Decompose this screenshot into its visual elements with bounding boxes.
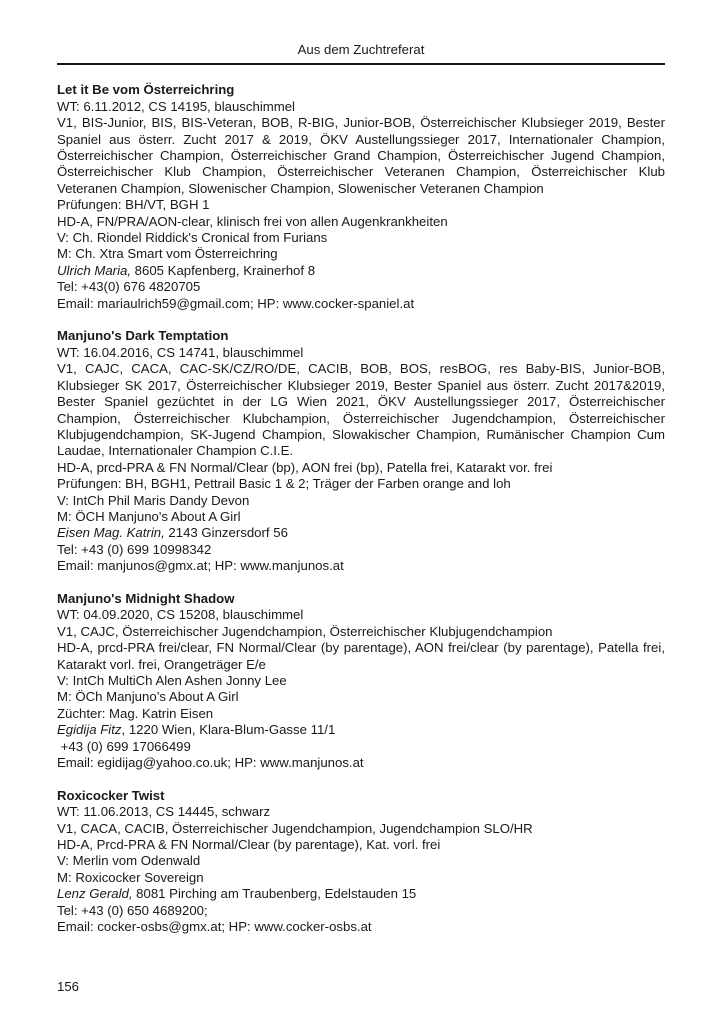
line-text: M: ÖCH Manjuno's About A Girl bbox=[57, 508, 241, 524]
phone-line bbox=[57, 279, 665, 295]
line-text: 8605 Kapfenberg, Krainerhof 8 bbox=[131, 262, 316, 278]
person-name-text: Eisen Mag. Katrin, bbox=[57, 525, 165, 541]
line-text: V1, CAJC, Österreichischer Jugendchampion, Österreichischer Klubjugendchampion bbox=[57, 623, 553, 639]
breeder-line bbox=[57, 706, 665, 722]
person-name-text: Ulrich Maria, bbox=[57, 262, 132, 278]
line-text: WT: 04.09.2020, CS 15208, blauschimmel bbox=[57, 607, 304, 623]
dam-line bbox=[57, 246, 665, 262]
line-text: WT: 6.11.2012, CS 14195, blauschimmel bbox=[57, 98, 295, 114]
phone-line bbox=[57, 739, 665, 755]
entry-title: Let it Be vom Österreichring bbox=[57, 82, 235, 98]
birthdata-line bbox=[57, 99, 665, 115]
awards-line bbox=[57, 624, 665, 640]
awards-line bbox=[57, 361, 665, 459]
birthdata-line bbox=[57, 607, 665, 623]
person-name-text: Egidija Fitz bbox=[57, 722, 122, 738]
line-text: 8081 Pirching am Traubenberg, Edelstauden 15 bbox=[132, 886, 417, 902]
line-text: Züchter: Mag. Katrin Eisen bbox=[57, 705, 214, 721]
sire-line bbox=[57, 230, 665, 246]
entry-title: Manjuno's Dark Temptation bbox=[57, 328, 229, 344]
email-line bbox=[57, 755, 665, 771]
sire-line bbox=[57, 493, 665, 509]
line-text: M: ÖCh Manjuno’s About A Girl bbox=[57, 689, 239, 705]
health-line bbox=[57, 460, 665, 476]
line-text: M: Ch. Xtra Smart vom Österreichring bbox=[57, 246, 278, 262]
content bbox=[57, 82, 665, 935]
line-text: , 1220 Wien, Klara-Blum-Gasse 11/1 bbox=[121, 722, 336, 738]
line-text: Prüfungen: BH, BGH1, Pettrail Basic 1 & 2; Träger der Farben orange and loh bbox=[57, 476, 511, 492]
page-header bbox=[57, 42, 665, 65]
line-text: HD-A, prcd-PRA & FN Normal/Clear (bp), AON frei (bp), Patella frei, Katarakt vor. frei bbox=[57, 459, 553, 475]
line-text: Tel: +43(0) 676 4820705 bbox=[57, 279, 201, 295]
line-text: V: IntCh Phil Maris Dandy Devon bbox=[57, 492, 250, 508]
line-text: Email: cocker-osbs@gmx.at; HP: www.cocker-osbs.at bbox=[57, 919, 372, 935]
owner-line bbox=[57, 886, 665, 902]
sire-line bbox=[57, 853, 665, 869]
line-text: Email: mariaulrich59@gmail.com; HP: www.cocker-spaniel.at bbox=[57, 295, 415, 311]
line-text: HD-A, prcd-PRA frei/clear, FN Normal/Clear (by parentage), AON frei/clear (by parentage), Patella frei, Katarakt vorl. frei, Orangeträger E/e bbox=[57, 640, 665, 672]
dam-line bbox=[57, 509, 665, 525]
line-text: Tel: +43 (0) 699 10998342 bbox=[57, 541, 212, 557]
owner-line bbox=[57, 263, 665, 279]
line-text: Email: egidijag@yahoo.co.uk; HP: www.manjunos.at bbox=[57, 755, 364, 771]
line-text: M: Roxicocker Sovereign bbox=[57, 869, 204, 885]
line-text: +43 (0) 699 17066499 bbox=[57, 738, 191, 754]
line-text: Prüfungen: BH/VT, BGH 1 bbox=[57, 197, 210, 213]
line-text: WT: 16.04.2016, CS 14741, blauschimmel bbox=[57, 344, 304, 360]
entry-title: Manjuno's Midnight Shadow bbox=[57, 590, 235, 606]
dog-entry-4 bbox=[57, 788, 665, 936]
dam-line bbox=[57, 689, 665, 705]
tests-line bbox=[57, 197, 665, 213]
health-line bbox=[57, 640, 665, 673]
line-text: V: Ch. Riondel Riddick's Cronical from Furians bbox=[57, 230, 328, 246]
email-line bbox=[57, 919, 665, 935]
line-text: V1, BIS-Junior, BIS, BIS-Veteran, BOB, R-BIG, Junior-BOB, Österreichischer Klubsieger 2019, Bester Spaniel aus österr. Zucht 2017 & 2019, ÖKV Austellungssieger 2017, Internationaler Champion, Österreichischer Champion, Österreichischer Grand Champion, Österreichischer Jugend Champion, Österreichischer Klub Champion, Österreichischer Veteranen Champion, Österreichischer Klub Veteranen Champion, Slowenischer Champion, Slowenischer Veteranen Champion bbox=[57, 115, 665, 196]
tests-line bbox=[57, 476, 665, 492]
dog-entry-3 bbox=[57, 591, 665, 771]
line-text: V1, CAJC, CACA, CAC-SK/CZ/RO/DE, CACIB, BOB, BOS, resBOG, res Baby-BIS, Junior-BOB, Klubsieger SK 2017, Österreichischer Klubsieger 2019, Bester Spaniel aus österr. Zucht 2017&2019, Bester Spaniel gezüchtet in der LG Wien 2021, ÖKV Austellungssieger 2017, Österreichischer Champion, Österreichischer Klubchampion, Österreichischer Jugendchampion, Österreichischer Klubjugendchampion, SK-Jugend Champion, Slowakischer Champion, Rumänischer Champion Cum Laudae, Internationaler Champion C.I.E. bbox=[57, 361, 665, 459]
phone-line bbox=[57, 903, 665, 919]
line-text: 2143 Ginzersdorf 56 bbox=[164, 525, 288, 541]
page-number: 156 bbox=[57, 979, 80, 994]
line-text: Email: manjunos@gmx.at; HP: www.manjunos.at bbox=[57, 558, 344, 574]
health-line bbox=[57, 214, 665, 230]
line-text: V: Merlin vom Odenwald bbox=[57, 853, 201, 869]
line-text: Tel: +43 (0) 650 4689200; bbox=[57, 902, 208, 918]
dog-entry-2 bbox=[57, 328, 665, 574]
owner-line bbox=[57, 525, 665, 541]
person-name-text: Lenz Gerald, bbox=[57, 886, 133, 902]
line-text: HD-A, FN/PRA/AON-clear, klinisch frei von allen Augenkrankheiten bbox=[57, 213, 448, 229]
email-line bbox=[57, 296, 665, 312]
awards-line bbox=[57, 821, 665, 837]
phone-line bbox=[57, 542, 665, 558]
line-text: V1, CACA, CACIB, Österreichischer Jugendchampion, Jugendchampion SLO/HR bbox=[57, 820, 533, 836]
line-text: WT: 11.06.2013, CS 14445, schwarz bbox=[57, 804, 271, 820]
line-text: V: IntCh MultiCh Alen Ashen Jonny Lee bbox=[57, 673, 287, 688]
birthdata-line bbox=[57, 804, 665, 820]
sire-line bbox=[57, 673, 665, 689]
health-line bbox=[57, 837, 665, 853]
awards-line bbox=[57, 115, 665, 197]
entry-title: Roxicocker Twist bbox=[57, 787, 165, 803]
email-line bbox=[57, 558, 665, 574]
owner-line bbox=[57, 722, 665, 738]
birthdata-line bbox=[57, 345, 665, 361]
dog-entry-1 bbox=[57, 82, 665, 312]
line-text: HD-A, Prcd-PRA & FN Normal/Clear (by parentage), Kat. vorl. frei bbox=[57, 837, 441, 853]
dam-line bbox=[57, 870, 665, 886]
header-title: Aus dem Zuchtreferat bbox=[297, 42, 425, 57]
